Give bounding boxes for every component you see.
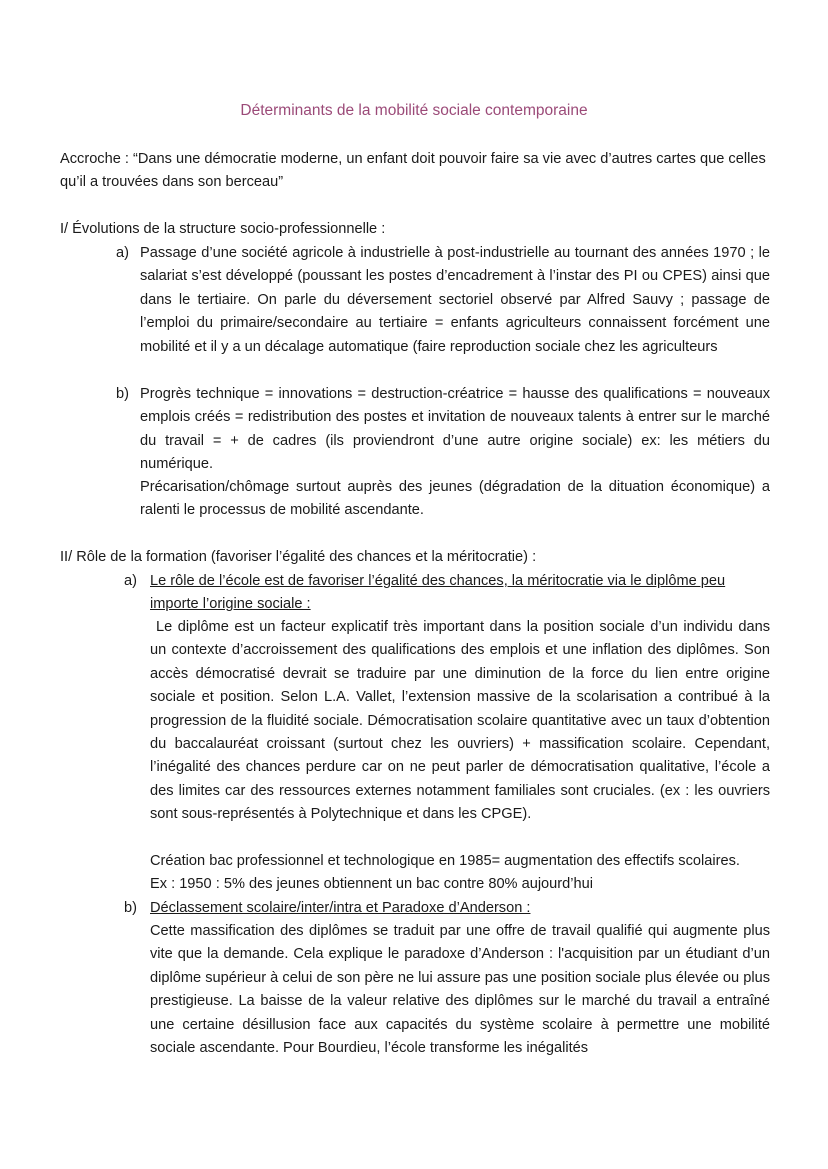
section1-item-a-text: Passage d’une société agricole à industrielle à post-industrielle au tournant des années 1970 ; le salariat s’est développé (poussant les postes d’encadrement à l’instar des PI ou CPES) ainsi que dans le tertiaire. On parle du déversement sectoriel observé par Alfred Sauvy ; passage de l’emploi du primaire/secondaire au tertiaire = enfants agriculteurs connaissent forcément une mobilité et il y a un décalage automatique (faire reproduction sociale chez les agriculteurs xyxy=(140,245,770,355)
section2-item-b-text: Cette massification des diplômes se traduit par une offre de travail qualifié qui augmente plus vite que la demande. Cela explique le paradoxe d’Anderson : l'acquisition par un étudiant d’un diplôme supérieur à celui de son père ne lui assure pas une position sociale plus élevée ou plus prestigieuse. La baisse de la valeur relative des diplômes sur le marché du travail a entraîné une certaine désillusion face aux capacités du système scolaire à permettre une mobilité sociale ascendante. Pour Bourdieu, l’école transforme les inégalités xyxy=(150,923,770,1057)
section2-item-a-extra1: Création bac professionnel et technologique en 1985= augmentation des effectifs scolaires. xyxy=(150,853,740,869)
section1-item-a-label: a) xyxy=(116,245,129,261)
accroche-paragraph: Accroche : “Dans une démocratie moderne, un enfant doit pouvoir faire sa vie avec d’autres cartes que celles qu’il a trouvées dans son berceau” xyxy=(60,151,766,191)
section2-item-b-label: b) xyxy=(124,900,137,916)
section2-item-a-label: a) xyxy=(124,573,137,589)
section1-item-b-label: b) xyxy=(116,386,129,402)
section2-item-a-text: Le diplôme est un facteur explicatif très important dans la position sociale d’un individu dans un contexte d’accroissement des qualifications des emplois et une inflation des diplômes. Son accès démocratisé devrait se traduire par une diminution de la force du lien entre origine sociale et position. Selon L.A. Vallet, l’extension massive de la scolarisation a contribué à la progression de la fluidité sociale. Démocratisation scolaire quantitative avec un taux d’obtention du baccalauréat croissant (surtout chez les ouvriers) + massification scolaire. Cependant, l’inégalité des chances perdure car on ne peut parler de démocratisation qualitative, l’école a des limites car des ressources externes notamment familiales sont cruciales. (ex : les ouvriers sont sous-représentés à Polytechnique et dans les CPGE). xyxy=(150,619,770,823)
section2-item-a-title: Le rôle de l’école est de favoriser l’égalité des chances, la méritocratie via le diplôme peu importe l’origine sociale : xyxy=(150,573,726,613)
section1-heading: I/ Évolutions de la structure socio-professionnelle : xyxy=(60,221,386,237)
section2-heading: II/ Rôle de la formation (favoriser l’égalité des chances et la méritocratie) : xyxy=(60,549,537,565)
document-title: Déterminants de la mobilité sociale contemporaine xyxy=(240,102,588,119)
section1-item-b-text: Progrès technique = innovations = destruction-créatrice = hausse des qualifications = nouveaux emplois créés = redistribution des postes et invitation de nouveaux talents à entrer sur le marché du travail = + de cadres (ils proviendront d’une autre origine sociale) ex: les métiers du numérique. xyxy=(140,386,770,473)
section1-item-b-extra: Précarisation/chômage surtout auprès des jeunes (dégradation de la dituation économique) a ralenti le processus de mobilité ascendante. xyxy=(140,479,770,519)
section2-item-a-extra2: Ex : 1950 : 5% des jeunes obtiennent un bac contre 80% aujourd’hui xyxy=(150,876,593,892)
section2-item-b-title: Déclassement scolaire/inter/intra et Paradoxe d’Anderson : xyxy=(150,900,531,916)
